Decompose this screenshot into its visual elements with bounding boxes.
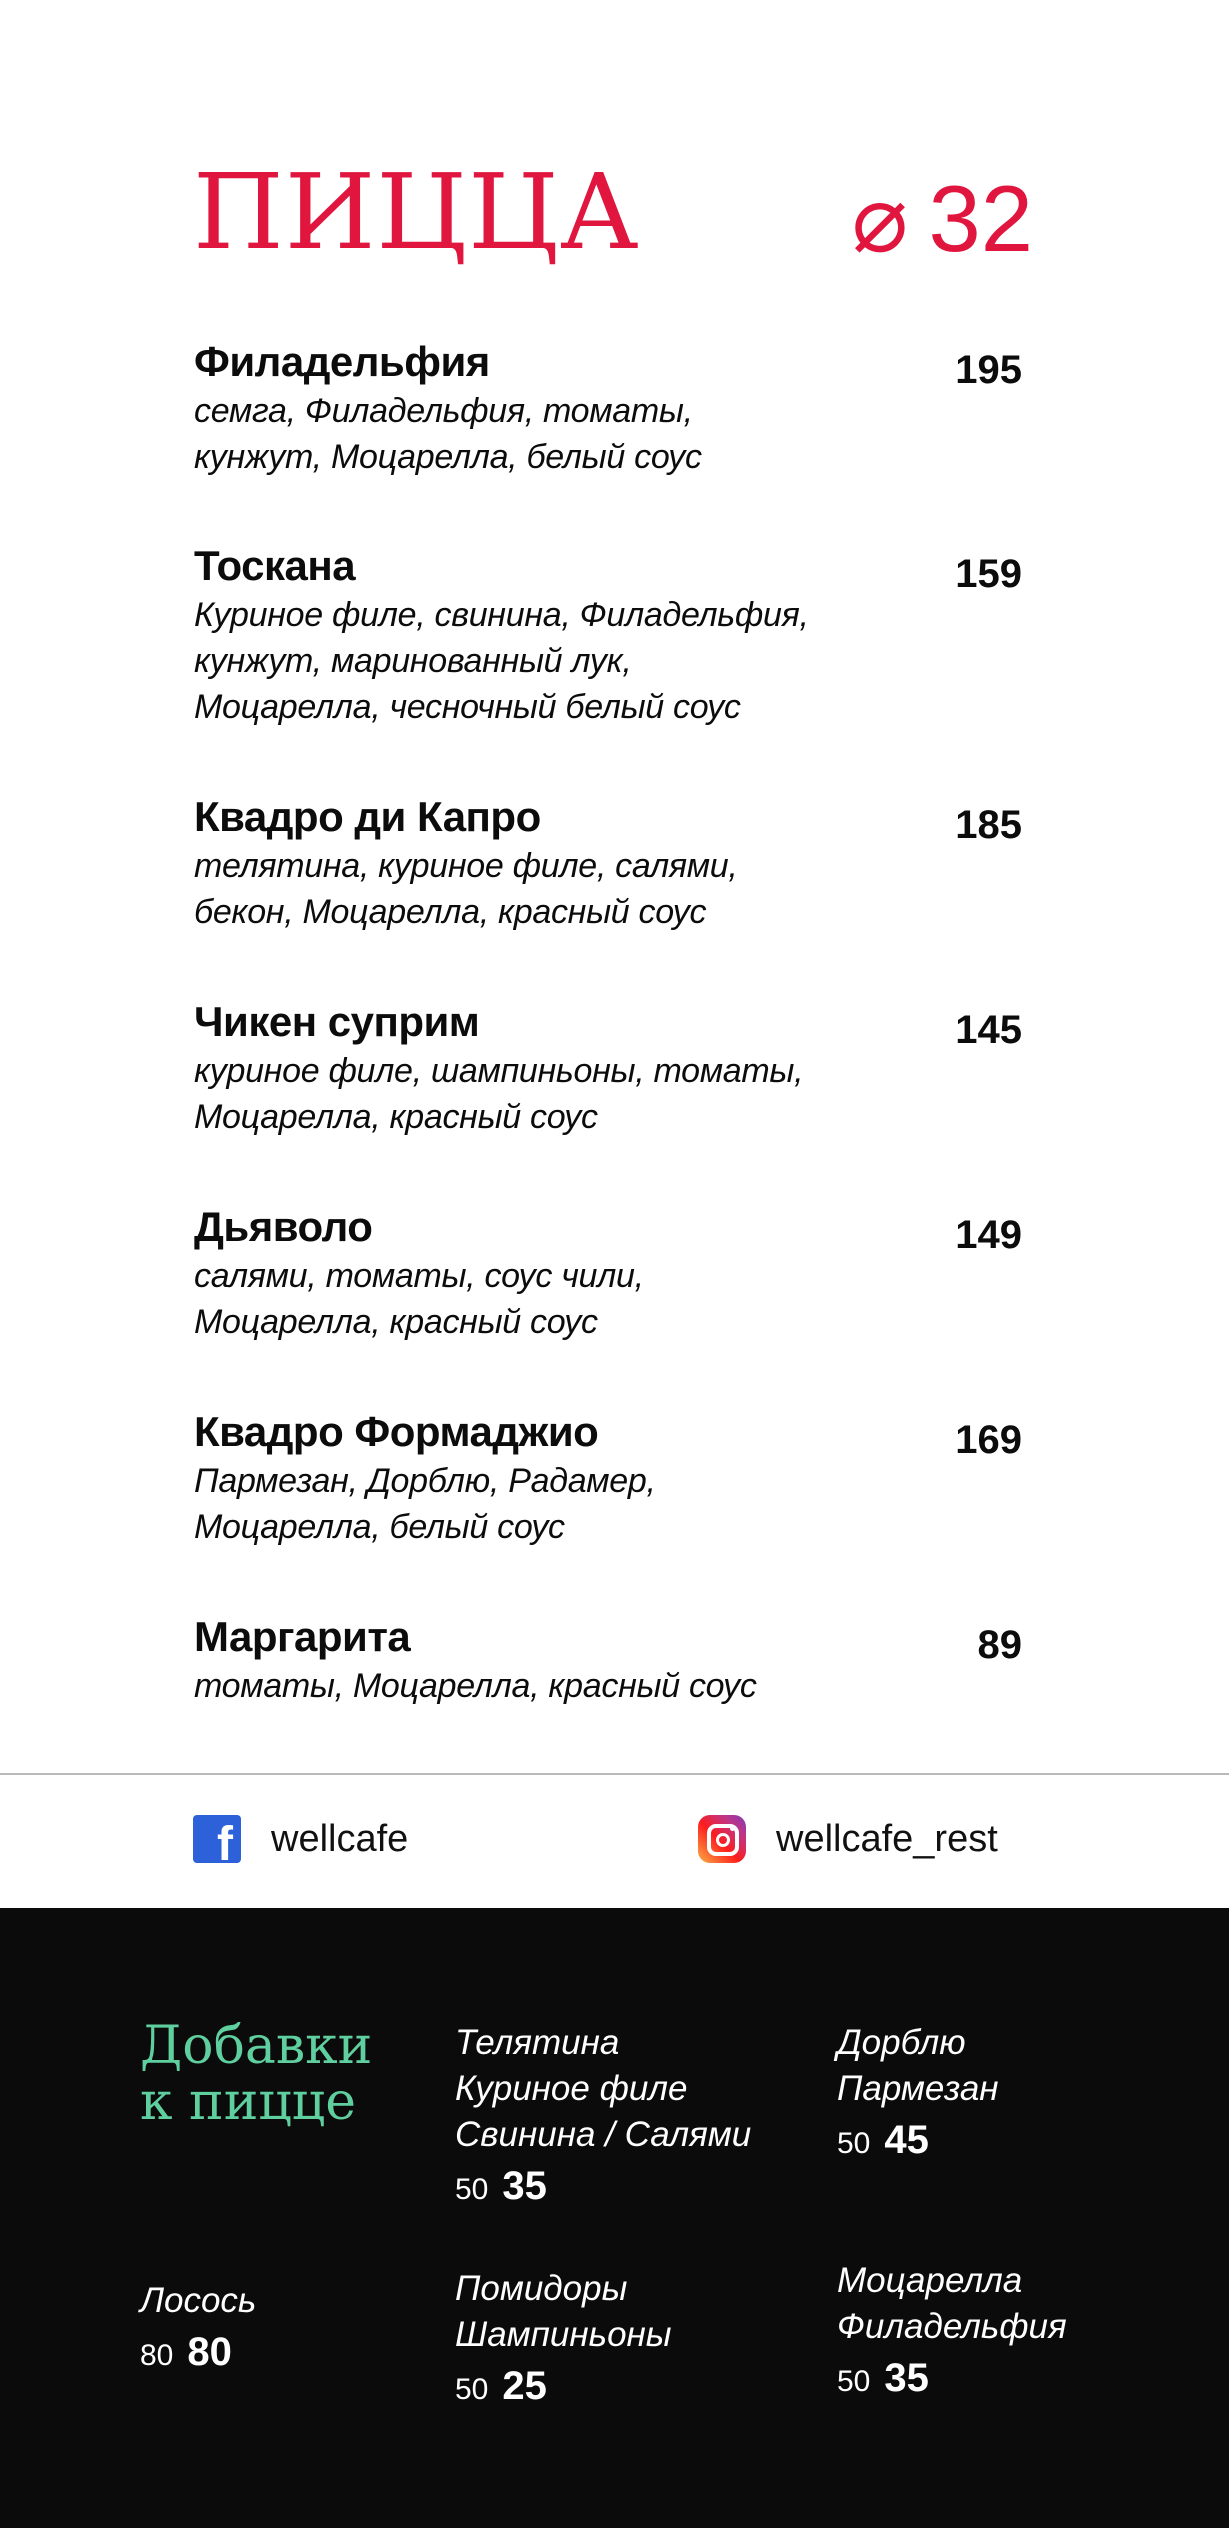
ingredients-line: куриное филе, шампиньоны, томаты, <box>194 1052 804 1090</box>
ingredients-line: Куриное филе, свинина, Филадельфия, <box>194 596 809 634</box>
menu-item-description <box>194 843 1034 935</box>
menu-item-name: Тоскана <box>194 542 356 589</box>
instagram-link[interactable] <box>698 1815 998 1863</box>
menu-item-price: 185 <box>955 803 1022 847</box>
addon-price-row <box>140 2330 256 2375</box>
diameter-icon: ⌀ <box>851 166 909 271</box>
addon-price-row <box>455 2164 751 2209</box>
page-title: ПИЦЦА <box>193 151 640 273</box>
instagram-handle: wellcafe_rest <box>776 1817 998 1860</box>
ingredients-line: кунжут, Моцарелла, белый соус <box>194 438 702 476</box>
menu-item-name: Квадро ди Капро <box>194 793 541 840</box>
addons-title-line: к пицце <box>140 2072 356 2132</box>
menu-item-name: Дьяволо <box>194 1203 373 1250</box>
addon-item: Помидоры <box>455 2269 628 2308</box>
ingredients-line: бекон, Моцарелла, красный соус <box>194 893 707 931</box>
addon-group <box>455 2266 672 2409</box>
instagram-icon <box>698 1815 746 1863</box>
ingredients-line: телятина, куриное филе, салями, <box>194 847 738 885</box>
menu-item-name: Маргарита <box>194 1613 411 1660</box>
menu-item-price: 159 <box>955 552 1022 596</box>
addons-section <box>0 1908 1229 2528</box>
addon-price: 80 <box>187 2330 232 2374</box>
menu-item-price: 145 <box>955 1008 1022 1052</box>
menu-item-description <box>194 1048 1034 1140</box>
facebook-handle: wellcafe <box>271 1817 409 1860</box>
menu-item-description <box>194 1663 1034 1709</box>
addon-group <box>140 2278 256 2375</box>
menu-item-description <box>194 1458 1034 1550</box>
facebook-link[interactable] <box>193 1815 409 1871</box>
ingredients-line: семга, Филадельфия, томаты, <box>194 392 693 430</box>
menu-item-price: 89 <box>977 1623 1022 1667</box>
ingredients-line: Моцарелла, чесночный белый соус <box>194 688 741 726</box>
ingredients-line: салями, томаты, соус чили, <box>194 1257 644 1295</box>
ingredients-line: Пармезан, Дорблю, Радамер, <box>194 1462 656 1500</box>
addon-weight: 50 <box>455 2373 489 2406</box>
menu-item <box>194 1613 1034 1709</box>
addon-item: Лосось <box>140 2281 257 2320</box>
menu-item-description <box>194 592 1034 730</box>
addon-price: 35 <box>884 2356 929 2400</box>
addon-weight: 50 <box>837 2365 871 2398</box>
ingredients-line: кунжут, маринованный лук, <box>194 642 632 680</box>
addon-item: Шампиньоны <box>455 2315 672 2354</box>
addon-item: Дорблю <box>837 2023 966 2062</box>
addon-group <box>837 2258 1067 2401</box>
menu-item <box>194 1408 1034 1550</box>
addon-weight: 80 <box>140 2339 174 2372</box>
menu-item-price: 195 <box>955 348 1022 392</box>
menu-item-description <box>194 388 1034 480</box>
addon-price-row <box>455 2364 672 2409</box>
ingredients-line: томаты, Моцарелла, красный соус <box>194 1667 757 1705</box>
ingredients-line: Моцарелла, красный соус <box>194 1303 598 1341</box>
addon-item: Моцарелла <box>837 2261 1023 2300</box>
pizza-size <box>841 166 1033 271</box>
addons-title <box>140 2018 372 2130</box>
addon-price: 35 <box>502 2164 547 2208</box>
addon-price: 25 <box>502 2364 547 2408</box>
addon-group <box>455 2020 751 2209</box>
menu-item <box>194 793 1034 935</box>
addon-item: Пармезан <box>837 2069 999 2108</box>
addon-price-row <box>837 2356 1067 2401</box>
divider <box>0 1773 1229 1775</box>
addon-item: Свинина / Салями <box>455 2115 752 2154</box>
addon-weight: 50 <box>455 2173 489 2206</box>
menu-item-description <box>194 1253 1034 1345</box>
addon-price-row <box>837 2118 999 2163</box>
addon-item: Филадельфия <box>837 2307 1067 2346</box>
addon-item: Телятина <box>455 2023 620 2062</box>
menu-item <box>194 338 1034 480</box>
menu-item <box>194 998 1034 1140</box>
addons-title-line: Добавки <box>140 2016 373 2076</box>
ingredients-line: Моцарелла, красный соус <box>194 1098 598 1136</box>
addon-price: 45 <box>884 2118 929 2162</box>
ingredients-line: Моцарелла, белый соус <box>194 1508 565 1546</box>
menu-item-name: Филадельфия <box>194 338 490 385</box>
facebook-icon: f <box>193 1815 241 1863</box>
menu-item <box>194 1203 1034 1345</box>
menu-item-name: Чикен суприм <box>194 998 480 1045</box>
menu-item-price: 149 <box>955 1213 1022 1257</box>
menu-item-name: Квадро Формаджио <box>194 1408 599 1455</box>
menu-item-price: 169 <box>955 1418 1022 1462</box>
addon-group <box>837 2020 999 2163</box>
addon-item: Куриное филе <box>455 2069 688 2108</box>
menu-item <box>194 542 1034 730</box>
pizza-size-value: 32 <box>928 166 1033 271</box>
addon-weight: 50 <box>837 2127 871 2160</box>
